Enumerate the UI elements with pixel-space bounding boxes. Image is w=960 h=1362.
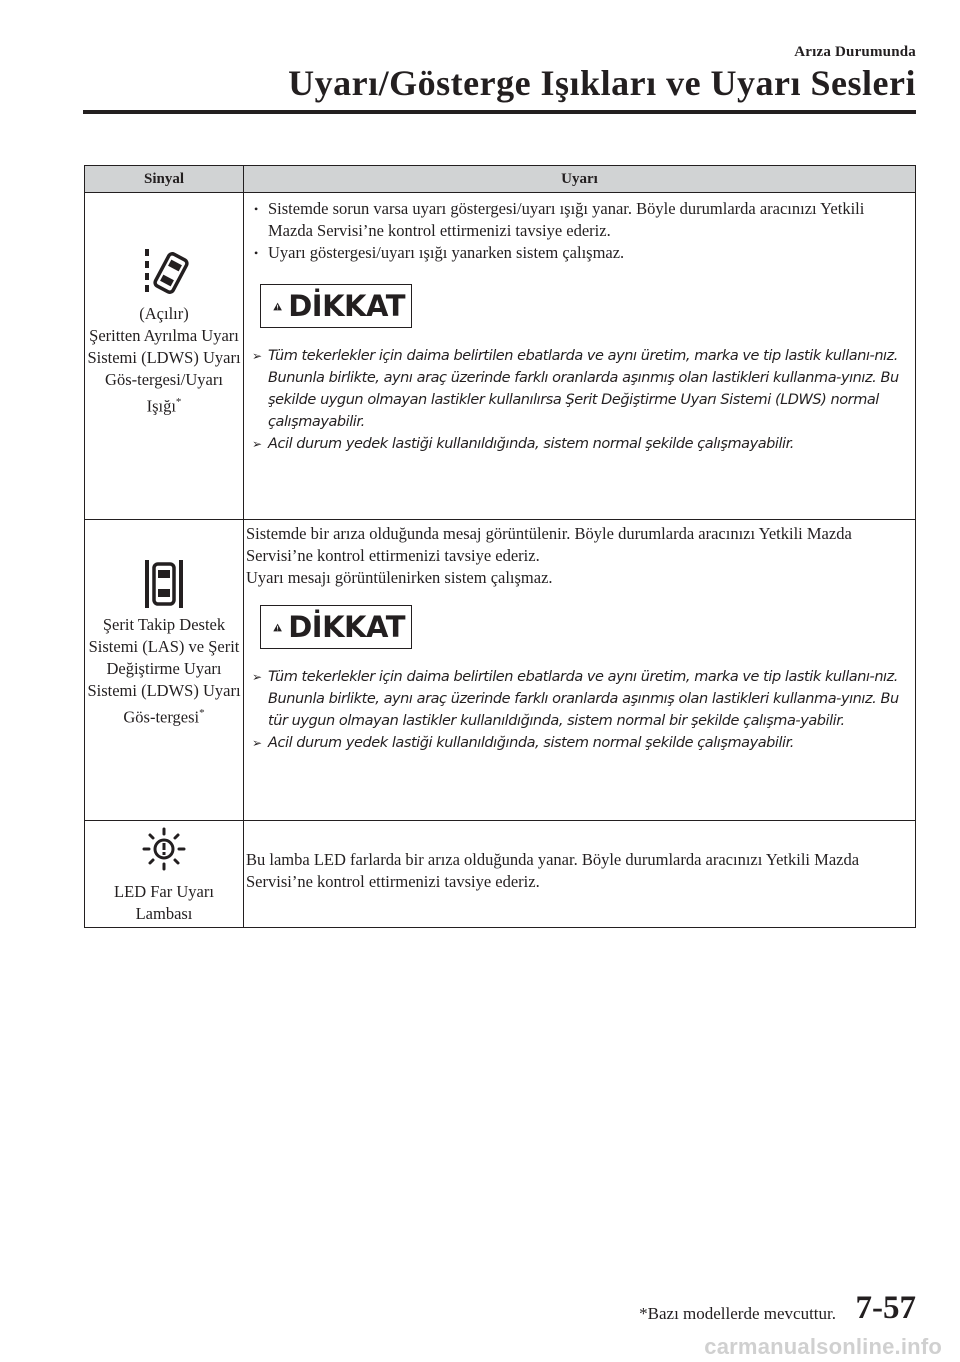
paragraph: Sistemde bir arıza olduğunda mesaj görüntülenir. Böyle durumlarda aracınızı Yetkili Mazda Servisi’ne kontrol ettirmenizi tavsiye ederiz. <box>246 524 852 565</box>
arrow-icon: ➢ <box>252 349 262 363</box>
title-divider <box>83 110 916 114</box>
caution-item: ➢ Acil durum yedek lastiği kullanıldığında, sistem normal şekilde çalışmayabilir. <box>246 732 911 754</box>
warning-triangle-icon <box>273 614 282 641</box>
signal-name: LED Far Uyarı Lambası <box>114 882 214 923</box>
signal-name: Şerit Takip Destek Sistemi (LAS) ve Şerit Değiştirme Uyarı Sistemi (LDWS) Uyarı Gös-tergesi* <box>87 615 241 727</box>
arrow-icon: ➢ <box>252 736 262 750</box>
warning-cell <box>244 193 916 520</box>
watermark: carmanualsonline.info <box>704 1334 942 1359</box>
caution-box <box>260 605 412 649</box>
signal-cell <box>85 520 244 821</box>
signal-name: Şeritten Ayrılma Uyarı Sistemi (LDWS) Uyarı Gös-tergesi/Uyarı Işığı* <box>87 326 241 416</box>
caution-label: DİKKAT <box>288 289 405 323</box>
table-row-las <box>85 520 916 821</box>
column-header-signal: Sinyal <box>85 166 244 193</box>
footnote: *Bazı modellerde mevcuttur. <box>639 1304 836 1323</box>
caution-item: ➢ Acil durum yedek lastiği kullanıldığında, sistem normal şekilde çalışmayabilir. <box>246 433 911 455</box>
warning-triangle-icon <box>273 293 282 320</box>
list-item: • Sistemde sorun varsa uyarı göstergesi/uyarı ışığı yanar. Böyle durumlarda aracınızı Yetkili Mazda Servisi’ne kontrol ettirmenizi tavsiye ederiz. <box>246 198 911 242</box>
table-row-ldws <box>85 193 916 520</box>
caution-list <box>246 345 911 455</box>
section-label: Arıza Durumunda <box>794 44 916 60</box>
caution-item: ➢ Tüm tekerlekler için daima belirtilen ebatlarda ve aynı üretim, marka ve tip lastik kullanı-nız. Bununla birlikte, aynı araç üzerinde farklı oranlarda aşınmış olan lastikleri kullanma-yınız. Bu şekilde uygun olmayan lastikler kullanılırsa Şerit Değiştirme Uyarı Sistemi (LDWS) normal çalışmayabilir. <box>246 345 911 433</box>
warning-cell <box>244 520 916 821</box>
column-header-warning: Uyarı <box>244 166 916 193</box>
signal-prefix: (Açılır) <box>139 304 189 323</box>
lane-departure-warning-icon <box>137 247 191 301</box>
arrow-icon: ➢ <box>252 437 262 451</box>
list-item: • Uyarı göstergesi/uyarı ışığı yanarken sistem çalışmaz. <box>246 242 911 264</box>
page-title: Uyarı/Gösterge Işıkları ve Uyarı Sesleri <box>288 63 916 103</box>
warning-signal-table <box>84 165 916 928</box>
table-row-led <box>85 821 916 928</box>
bullet-list <box>246 198 911 264</box>
table-header-row <box>85 166 916 193</box>
caution-box <box>260 284 412 328</box>
paragraph: Bu lamba LED farlarda bir arıza olduğunda yanar. Böyle durumlarda aracınızı Yetkili Mazda Servisi’ne kontrol ettirmenizi tavsiye ederiz. <box>246 850 860 891</box>
caution-item: ➢ Tüm tekerlekler için daima belirtilen ebatlarda ve aynı üretim, marka ve tip lastik kullanı-nız. Bununla birlikte, aynı araç üzerinde farklı oranlarda aşınmış olan lastikleri kullanma-yınız. Bu tür uygun olmayan lastikler kullanıldığında, sistem normal bir şekilde çalışma-yabilir. <box>246 666 911 732</box>
page-number: 7-57 <box>855 1290 916 1326</box>
led-headlight-warning-icon <box>138 827 190 875</box>
signal-cell <box>85 193 244 520</box>
signal-cell <box>85 821 244 928</box>
caution-list <box>246 666 911 754</box>
lane-keep-assist-icon <box>139 558 189 610</box>
caution-label: DİKKAT <box>288 610 405 644</box>
paragraph: Uyarı mesajı görüntülenirken sistem çalışmaz. <box>246 568 553 587</box>
arrow-icon: ➢ <box>252 670 262 684</box>
warning-cell <box>244 821 916 928</box>
